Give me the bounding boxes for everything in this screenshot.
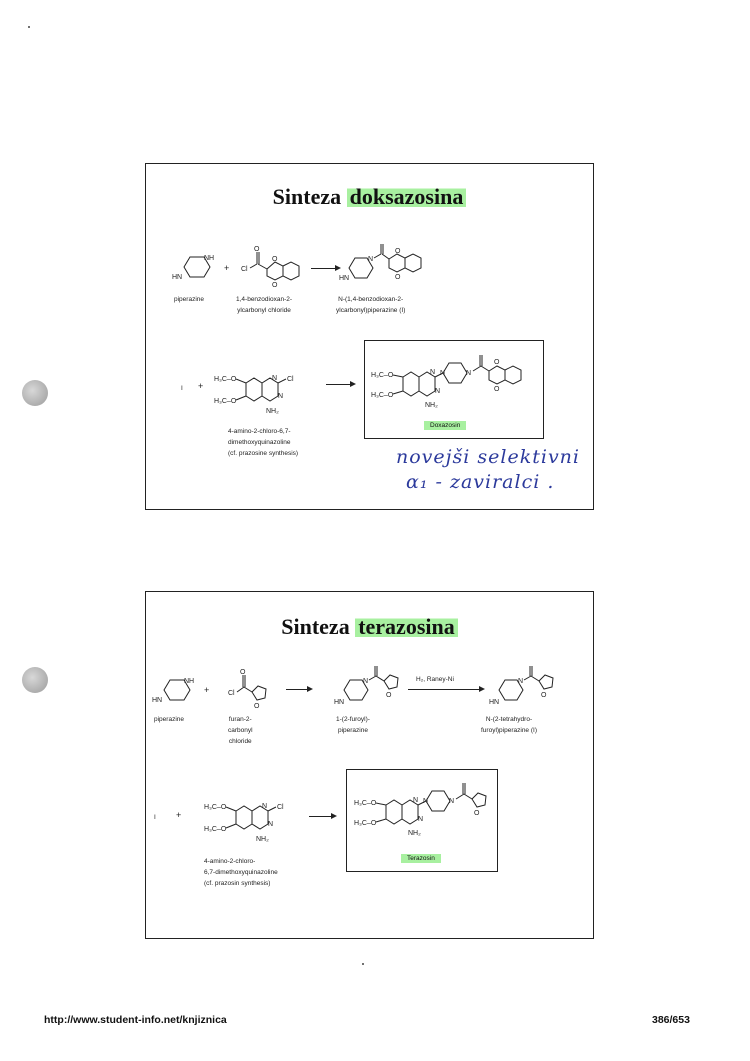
handwritten-note-1: novejši selektivni <box>396 446 580 468</box>
plus-sign: + <box>204 685 210 695</box>
title-highlight: doksazosina <box>347 184 467 209</box>
scan-speck <box>362 963 364 965</box>
slide-title <box>146 614 593 640</box>
atom-label: N <box>435 388 441 395</box>
atom-label: H₃C–O <box>354 820 377 827</box>
roman-numeral: I <box>154 814 156 821</box>
atom-label: Cl <box>228 690 235 697</box>
atom-label: O <box>494 386 500 393</box>
quinazoline-structure <box>214 369 314 419</box>
atom-label: O <box>541 692 547 699</box>
atom-label: H₃C–O <box>214 376 237 383</box>
caption-intermediate: N-(1,4-benzodioxan-2- ylcarbonyl)piperazine (I) <box>336 296 406 314</box>
reaction-arrow-long <box>408 689 483 690</box>
atom-label: H₃C–O <box>354 800 377 807</box>
atom-label: HN <box>339 275 350 282</box>
furoyl-chloride-structure <box>228 667 288 712</box>
atom-label: N <box>449 798 455 805</box>
atom-label: HN <box>152 697 163 704</box>
atom-label: N <box>413 797 419 804</box>
atom-label: O <box>254 246 260 253</box>
atom-label: O <box>272 282 278 289</box>
atom-label: H₃C–O <box>371 372 394 379</box>
punch-hole-bottom <box>22 667 48 693</box>
slide-terazosin <box>145 591 594 939</box>
title-highlight: terazosina <box>355 614 458 639</box>
benzodioxan-carbonyl-chloride-structure <box>241 244 321 289</box>
atom-label: Cl <box>277 804 284 811</box>
quinazoline-structure <box>204 797 304 847</box>
atom-label: O <box>474 810 480 817</box>
atom-label: HN <box>172 274 183 281</box>
atom-label: N <box>466 370 472 377</box>
slide-title <box>146 184 593 210</box>
punch-hole-top <box>22 380 48 406</box>
atom-label: NH₂ <box>256 836 269 843</box>
footer-page-number: 386/653 <box>652 1014 690 1026</box>
reaction-arrow <box>309 816 335 817</box>
atom-label: NH₂ <box>408 830 421 837</box>
atom-label: N <box>278 393 284 400</box>
title-text: Sinteza <box>272 184 347 209</box>
atom-label: N <box>272 375 278 382</box>
atom-label: H₃C–O <box>214 398 237 405</box>
reaction-arrow <box>326 384 354 385</box>
plus-sign: + <box>176 810 182 820</box>
atom-label: O <box>272 256 278 263</box>
piperazine-structure <box>152 672 206 712</box>
scan-speck <box>28 26 30 28</box>
piperazine-structure <box>172 249 226 289</box>
atom-label: HN <box>489 699 500 706</box>
atom-label: O <box>254 703 260 710</box>
atom-label: N <box>423 798 429 805</box>
atom-label: N <box>363 678 369 685</box>
caption-quinazoline: 4-amino-2-chloro-6,7- dimethoxyquinazoline (cf. prazosine synthesis) <box>228 428 299 457</box>
atom-label: N <box>268 821 274 828</box>
atom-label: N <box>262 803 268 810</box>
reaction-condition: H₂, Raney-Ni <box>416 676 454 683</box>
atom-label: N <box>440 370 446 377</box>
atom-label: O <box>240 669 246 676</box>
plus-sign: + <box>198 381 204 391</box>
caption-quinazoline: 4-amino-2-chloro- 6,7-dimethoxyquinazoline (cf. prazosin synthesis) <box>204 858 278 887</box>
atom-label: H₃C–O <box>204 804 227 811</box>
atom-label: NH <box>204 255 215 262</box>
slide-doxazosin <box>145 163 594 510</box>
reaction-arrow <box>311 268 339 269</box>
doxazosin-structure <box>371 349 546 409</box>
atom-label: O <box>386 692 392 699</box>
atom-label: NH <box>184 678 195 685</box>
atom-label: O <box>494 359 500 366</box>
caption-piperazine: piperazine <box>154 716 184 723</box>
atom-label: HN <box>334 699 345 706</box>
caption-piperazine: piperazine <box>174 296 204 303</box>
atom-label: NH₂ <box>425 402 438 409</box>
atom-label: N <box>368 256 374 263</box>
handwritten-note-2: α₁ - zaviralci . <box>406 471 555 493</box>
caption-furoyl-piperazine: 1-(2-furoyl)- piperazine <box>336 716 370 734</box>
caption-tetrahydrofuroyl: N-(2-tetrahydro- furoyl)piperazine (I) <box>481 716 537 734</box>
atom-label: N <box>430 369 436 376</box>
furoyl-piperazine-structure <box>336 664 416 709</box>
caption-reagent: 1,4-benzodioxan-2- ylcarbonyl chloride <box>236 296 293 314</box>
atom-label: Cl <box>241 266 248 273</box>
atom-label: O <box>395 274 401 281</box>
reaction-arrow <box>286 689 311 690</box>
plus-sign: + <box>224 263 230 273</box>
atom-label: O <box>395 248 401 255</box>
atom-label: H₃C–O <box>371 392 394 399</box>
intermediate-structure <box>341 244 441 289</box>
atom-label: Cl <box>287 376 294 383</box>
tetrahydrofuroyl-piperazine-structure <box>491 664 571 709</box>
atom-label: N <box>518 678 524 685</box>
title-text: Sinteza <box>281 614 356 639</box>
terazosin-structure <box>354 775 504 840</box>
atom-label: NH₂ <box>266 408 279 415</box>
atom-label: H₃C–O <box>204 826 227 833</box>
caption-furoyl-chloride: furan-2- carbonyl chloride <box>228 716 253 745</box>
product-name: Doxazosin <box>424 421 466 430</box>
footer-url: http://www.student-info.net/knjiznica <box>44 1014 227 1026</box>
product-name: Terazosin <box>401 854 441 863</box>
atom-label: N <box>418 816 424 823</box>
roman-numeral: I <box>181 385 183 392</box>
